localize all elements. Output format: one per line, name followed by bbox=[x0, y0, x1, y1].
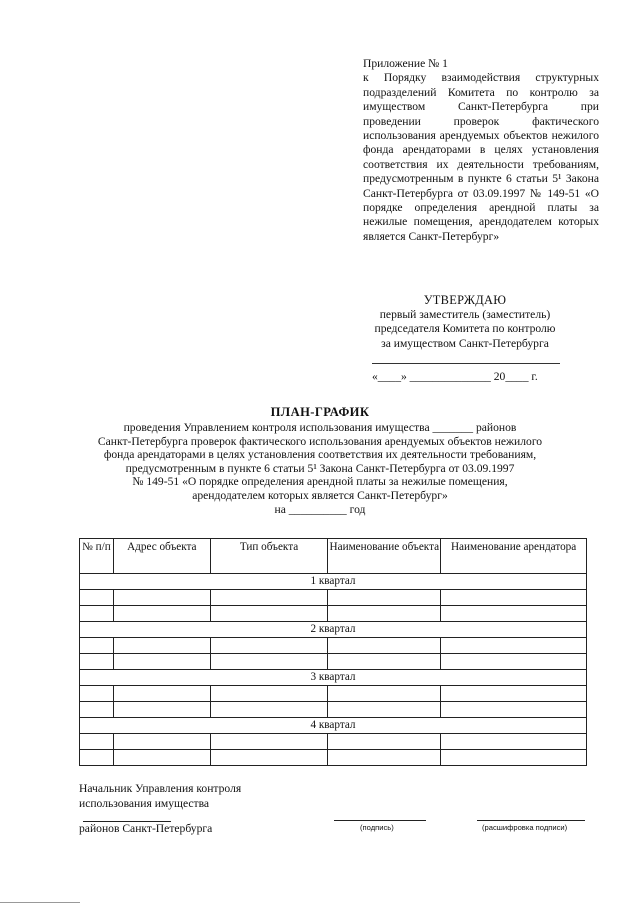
quarter-label: 4 квартал bbox=[80, 718, 587, 734]
table-row bbox=[80, 606, 587, 622]
footer-line-2-wrap bbox=[79, 797, 241, 823]
table-cell bbox=[113, 606, 210, 622]
quarter-row bbox=[80, 622, 587, 638]
plan-line-2: Санкт-Петербурга проверок фактического использования арендуемых объектов нежилого bbox=[97, 434, 543, 448]
quarter-label: 3 квартал bbox=[80, 670, 587, 686]
col-header-type: Тип объекта bbox=[210, 539, 328, 574]
table-cell bbox=[441, 590, 587, 606]
table-cell bbox=[113, 638, 210, 654]
table-row bbox=[80, 590, 587, 606]
quarter-label: 1 квартал bbox=[80, 574, 587, 590]
table-cell bbox=[113, 702, 210, 718]
table-row bbox=[80, 686, 587, 702]
approval-line-2: председателя Комитета по контролю bbox=[374, 322, 556, 336]
table-row bbox=[80, 638, 587, 654]
table-cell bbox=[328, 686, 441, 702]
table-cell bbox=[441, 606, 587, 622]
table-cell bbox=[328, 590, 441, 606]
table-cell bbox=[113, 734, 210, 750]
table-cell bbox=[210, 702, 328, 718]
approval-line-1: первый заместитель (заместитель) bbox=[379, 308, 551, 322]
quarter-row bbox=[80, 574, 587, 590]
table-cell bbox=[441, 638, 587, 654]
signature-decode-line bbox=[477, 820, 585, 821]
col-header-tenant-name: Наименование арендатора bbox=[441, 539, 587, 574]
table-cell bbox=[328, 638, 441, 654]
approval-block bbox=[355, 293, 575, 351]
table-cell bbox=[113, 750, 210, 766]
table-cell bbox=[210, 590, 328, 606]
signature-line bbox=[334, 820, 426, 821]
table-row bbox=[80, 734, 587, 750]
col-header-object-name: Наименование объекта bbox=[328, 539, 441, 574]
plan-line-4: предусмотренным в пункте 6 статьи 5¹ Закона Санкт-Петербурга от 03.09.1997 bbox=[125, 461, 515, 475]
quarter-label: 2 квартал bbox=[80, 622, 587, 638]
approval-signature-line bbox=[372, 363, 560, 364]
table-cell bbox=[80, 734, 114, 750]
footer-blank-line bbox=[83, 811, 171, 822]
table-cell bbox=[210, 750, 328, 766]
table-cell bbox=[441, 702, 587, 718]
table-cell bbox=[328, 606, 441, 622]
table-cell bbox=[80, 750, 114, 766]
plan-table bbox=[79, 538, 587, 766]
plan-title: ПЛАН-ГРАФИК bbox=[270, 405, 370, 419]
table-cell bbox=[80, 654, 114, 670]
signature-caption: (подпись) bbox=[360, 823, 394, 832]
table-cell bbox=[113, 590, 210, 606]
approval-date: «____» ______________ 20____ г. bbox=[372, 370, 538, 383]
footnote-rule bbox=[0, 902, 80, 903]
col-header-address: Адрес объекта bbox=[113, 539, 210, 574]
table-cell bbox=[328, 654, 441, 670]
quarter-row bbox=[80, 670, 587, 686]
table-header-row bbox=[80, 539, 587, 574]
annex-block bbox=[363, 57, 599, 244]
approval-line-3: за имуществом Санкт-Петербурга bbox=[381, 336, 549, 350]
approval-head: УТВЕРЖДАЮ bbox=[423, 293, 507, 307]
table-cell bbox=[80, 590, 114, 606]
plan-line-5: № 149-51 «О порядке определения арендной платы за нежилые помещения, bbox=[132, 475, 508, 489]
plan-line-6: арендодателем которых является Санкт-Петербург» bbox=[192, 488, 448, 502]
table-cell bbox=[210, 638, 328, 654]
plan-line-1: проведения Управлением контроля использования имущества _______ районов bbox=[123, 421, 517, 434]
footer-line-3: районов Санкт-Петербурга bbox=[79, 822, 213, 836]
table-cell bbox=[80, 702, 114, 718]
table-cell bbox=[441, 750, 587, 766]
plan-description bbox=[60, 421, 580, 516]
table-cell bbox=[210, 606, 328, 622]
table-cell bbox=[441, 734, 587, 750]
table-cell bbox=[210, 734, 328, 750]
table-row bbox=[80, 702, 587, 718]
col-header-number: № п/п bbox=[80, 539, 114, 574]
table-cell bbox=[113, 654, 210, 670]
table-cell bbox=[328, 734, 441, 750]
footer-block bbox=[79, 782, 241, 837]
table-row bbox=[80, 750, 587, 766]
table-cell bbox=[80, 686, 114, 702]
table-cell bbox=[441, 686, 587, 702]
quarter-row bbox=[80, 718, 587, 734]
footer-line-2: использования имущества bbox=[79, 796, 210, 810]
table-cell bbox=[80, 638, 114, 654]
table-row bbox=[80, 654, 587, 670]
table-cell bbox=[328, 702, 441, 718]
annex-body: к Порядку взаимодействия структурных подразделений Комитета по контролю за имуществом Санкт-Петербурга при проведении проверок фактического использования арендуемых объектов нежилого фонда арендаторами в целях установления соответствия их деятельности требованиям, предусмотренным в пункте 6 статьи 5¹ Закона Санкт-Петербурга от 03.09.1997 № 149-51 «О порядке определения арендной платы за нежилые помещения, арендодателем которых является Санкт-Петербург» bbox=[363, 71, 599, 243]
table-cell bbox=[210, 654, 328, 670]
table-cell bbox=[210, 686, 328, 702]
table-cell bbox=[80, 606, 114, 622]
table-cell bbox=[113, 686, 210, 702]
footer-line-1: Начальник Управления контроля bbox=[79, 782, 242, 795]
plan-line-3: фонда арендаторами в целях установления соответствия их деятельности требованиям, bbox=[103, 448, 537, 462]
plan-line-7: на __________ год bbox=[274, 502, 366, 516]
signature-decode-caption: (расшифровка подписи) bbox=[482, 823, 568, 832]
table-cell bbox=[441, 654, 587, 670]
table-cell bbox=[328, 750, 441, 766]
annex-title: Приложение № 1 bbox=[363, 57, 448, 70]
